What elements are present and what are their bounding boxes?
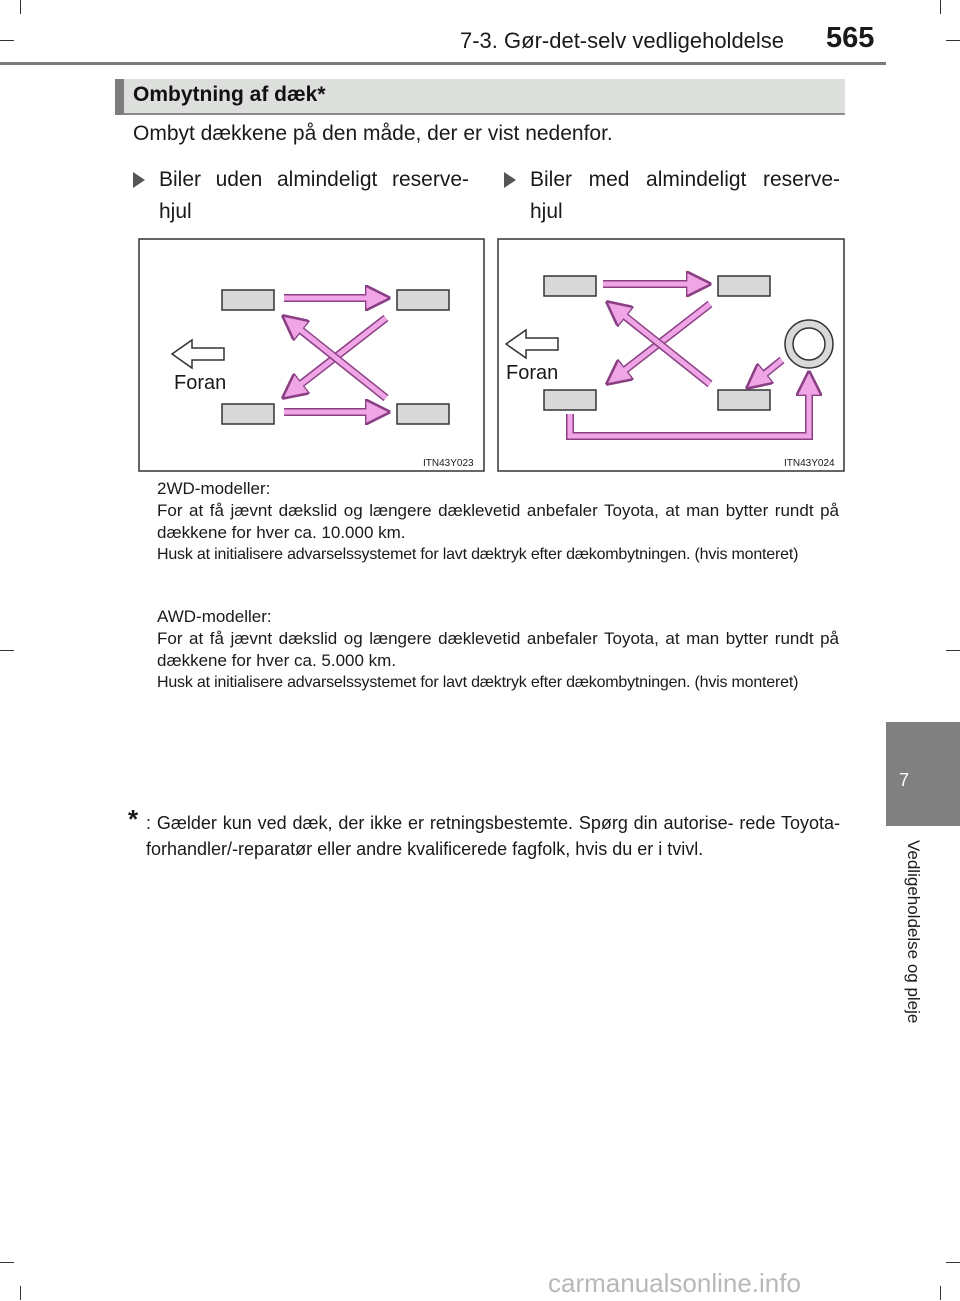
notes-2wd: [157, 478, 839, 566]
crop-mark: [0, 1262, 14, 1263]
intro-text: Ombyt dækkene på den måde, der er vist nedenfor.: [133, 122, 613, 145]
tire-rotation-figures: [138, 238, 846, 474]
tire-front-left: [222, 290, 274, 310]
crop-mark: [940, 1286, 941, 1300]
running-header: 7-3. Gør-det-selv vedligeholdelse: [460, 28, 785, 53]
crop-mark: [20, 0, 21, 14]
figure-with-spare: [498, 239, 844, 471]
crop-mark: [946, 1262, 960, 1263]
section-heading-accent: [115, 79, 124, 115]
chapter-label: Vedligeholdelse og pleje: [904, 840, 923, 1024]
bullet-label: Biler uden almindeligt reserve- hjul: [159, 168, 469, 223]
tire-rear-right: [718, 390, 770, 410]
footnote-text: : Gælder kun ved dæk, der ikke er retningsbestemte. Spørg din autorise- rede Toyota-forhandler/-reparatør eller andre kvalificerede fagfolk, hvis du er i tvivl.: [146, 813, 840, 859]
tire-rear-left: [718, 276, 770, 296]
figure-code: ITN43Y023: [423, 458, 474, 469]
notes-awd-title: AWD-modeller:: [157, 607, 272, 626]
tire-front-right: [222, 404, 274, 424]
triangle-bullet-icon: [133, 172, 145, 188]
tire-front-right: [544, 390, 596, 410]
front-label: Foran: [174, 372, 227, 394]
chapter-number: 7: [898, 770, 909, 790]
tire-rear-left: [397, 290, 449, 310]
notes-2wd-title: 2WD-modeller:: [157, 479, 271, 498]
bullet-label: Biler med almindeligt reserve- hjul: [530, 168, 840, 223]
crop-mark: [0, 650, 14, 651]
front-label: Foran: [506, 362, 559, 384]
figure-no-spare: [139, 239, 484, 471]
notes-awd-reminder: Husk at initialisere advarselssystemet for lavt dæktryk efter dækombytningen. (hvis monteret): [157, 674, 799, 691]
triangle-bullet-icon: [504, 172, 516, 188]
page-number: 565: [826, 22, 875, 54]
section-title: Ombytning af dæk*: [133, 83, 326, 106]
notes-awd: [157, 606, 839, 694]
notes-2wd-reminder: Husk at initialisere advarselssystemet for lavt dæktryk efter dækombytningen. (hvis monteret): [157, 546, 799, 563]
crop-mark: [20, 1286, 21, 1300]
spare-tire-hub: [793, 328, 825, 360]
crop-mark: [946, 650, 960, 651]
footnote-marker: *: [128, 804, 139, 834]
notes-2wd-text: For at få jævnt dækslid og længere dæklevetid anbefaler Toyota, at man bytter rundt på dækkene for hver ca. 10.000 km.: [157, 501, 839, 542]
notes-awd-text: For at få jævnt dækslid og længere dæklevetid anbefaler Toyota, at man bytter rundt på dækkene for hver ca. 5.000 km.: [157, 629, 839, 670]
watermark: carmanualsonline.info: [548, 1268, 801, 1298]
figure-code: ITN43Y024: [784, 458, 835, 469]
crop-mark: [0, 40, 14, 41]
header-rule: [0, 62, 886, 65]
crop-mark: [946, 40, 960, 41]
crop-mark: [940, 0, 941, 14]
tire-front-left: [544, 276, 596, 296]
tire-rear-right: [397, 404, 449, 424]
